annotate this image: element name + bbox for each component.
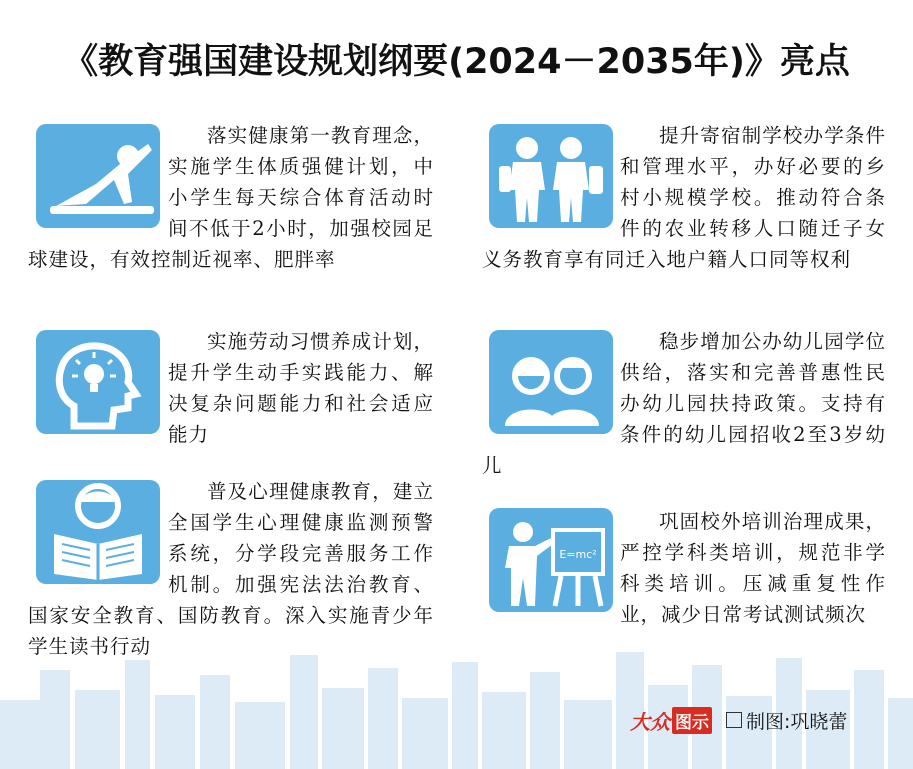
item-text: 提升寄宿制学校办学条件和管理水平，办好必要的乡村小规模学校。推动符合条件的农业转移人口随迁子女义务教育享有同迁入地户籍人口同等权利 (482, 120, 886, 275)
item-text: 实施劳动习惯养成计划，提升学生动手实践能力、解决复杂问题能力和社会适应能力 (168, 330, 434, 446)
board-formula: E=mc² (559, 548, 597, 561)
icon-spacer (28, 476, 168, 572)
item-text: 落实健康第一教育理念，实施学生体质强健计划，中小学生每天综合体育活动时间不低于2小时，加强校园足球建设，有效控制近视率、肥胖率 (28, 120, 434, 275)
icon-spacer (28, 120, 168, 216)
brand-box: 图示 (672, 707, 712, 734)
credit-box-icon (726, 712, 742, 728)
item-text-content: 普及心理健康教育，建立全国学生心理健康监测预警系统，分学段完善服务工作机制。加强宪法法治教育、国家安全教育、国防教育。深入实施青少年学生读书行动 (28, 480, 434, 658)
item-text: 巩固校外培训治理成果，严控学科类培训，规范非学科类培训。压减重复性作业，减少日常考试测试频次 (482, 506, 886, 630)
icon-spacer (482, 326, 620, 446)
icon-spacer (482, 506, 620, 626)
credit (630, 707, 847, 733)
brand-logo: 大众 (630, 709, 670, 734)
city-skyline-decoration (0, 640, 913, 769)
item-text (28, 476, 434, 662)
icon-spacer (482, 120, 620, 216)
page-title: 《教育强国建设规划纲要(2024－2035年)》亮点 (63, 42, 850, 82)
credit-label: 制图:巩晓蕾 (746, 710, 848, 733)
item-text: 稳步增加公办幼儿园学位供给，落实和完善普惠性民办幼儿园扶持政策。支持有条件的幼儿园招收2至3岁幼儿 (482, 326, 886, 481)
head-lightbulb-icon (36, 330, 160, 434)
